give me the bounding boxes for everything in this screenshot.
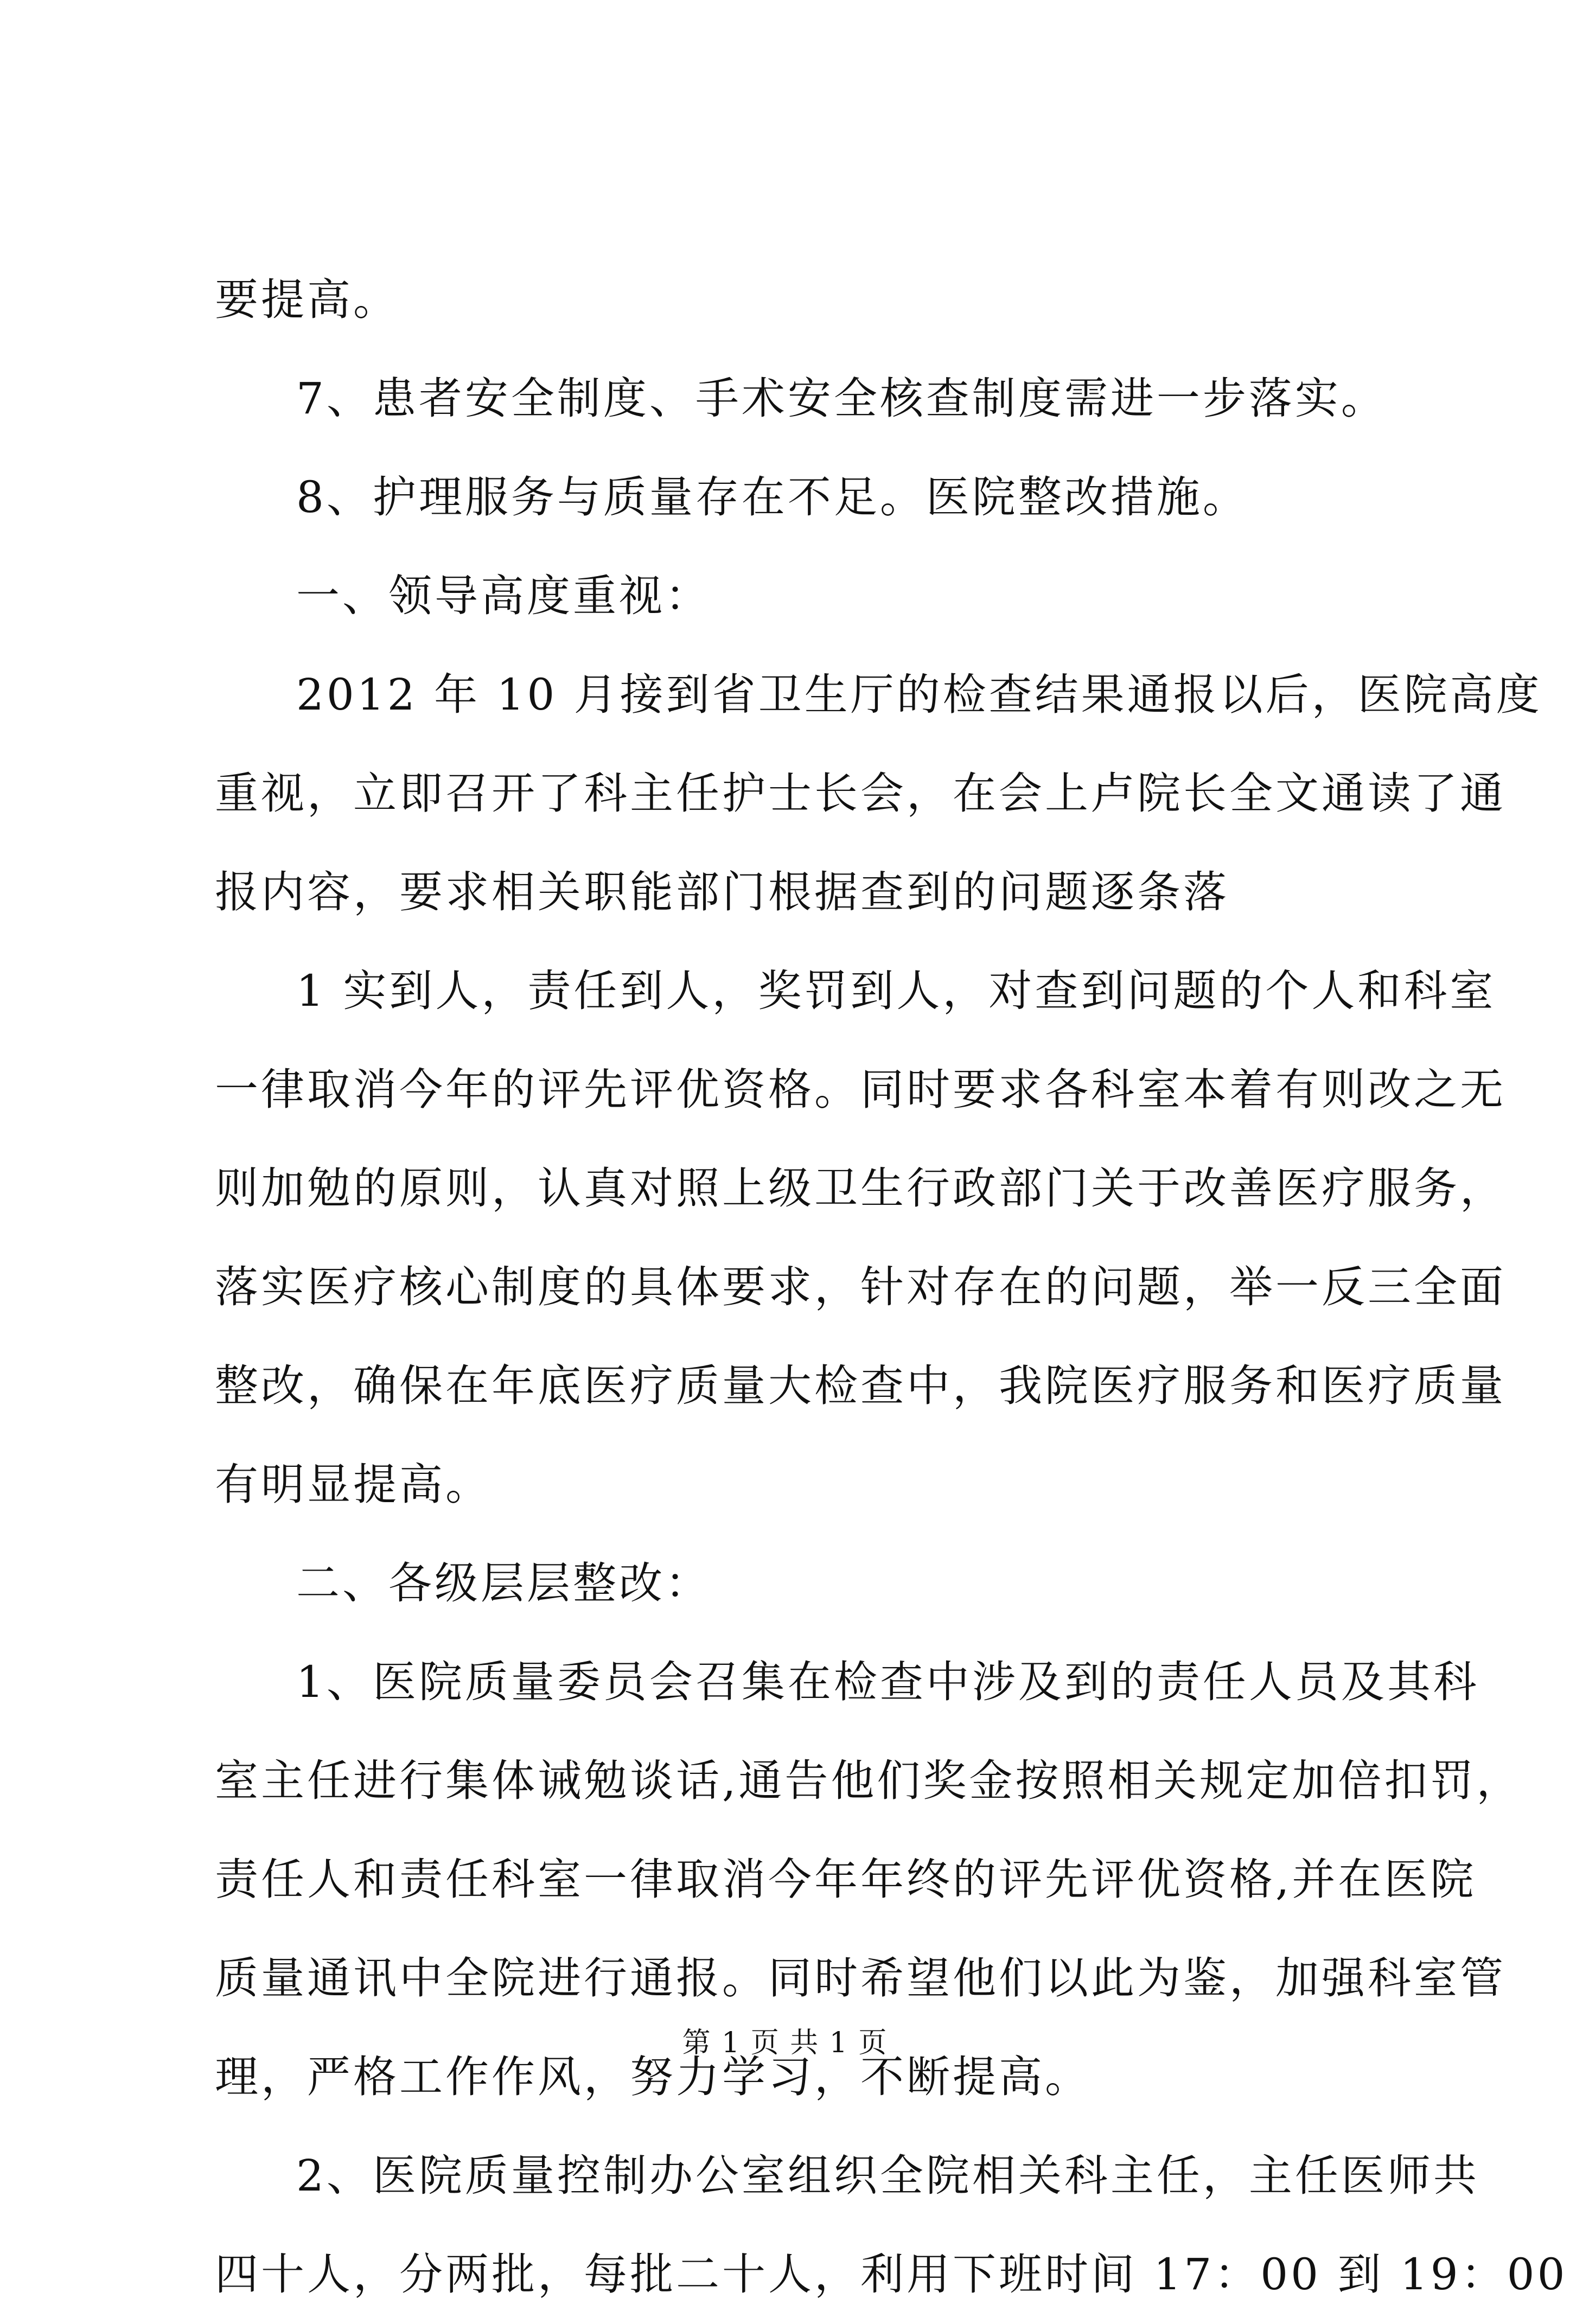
text-line: 一律取消今年的评先评优资格。同时要求各科室本着有则改之无 (215, 1064, 1506, 1115)
text-line: 7、患者安全制度、手术安全核查制度需进一步落实。 (296, 373, 1387, 424)
text-line: 8、护理服务与质量存在不足。医院整改措施。 (296, 472, 1249, 522)
text-line: 要提高。 (215, 274, 399, 325)
text-line: 四十人，分两批，每批二十人，利用下班时间 17：00 到 19：00 (215, 2249, 1568, 2300)
page-footer: 第 1 页 共 1 页 (682, 2027, 888, 2059)
document-body (215, 251, 1568, 2324)
text-line: 落实医疗核心制度的具体要求，针对存在的问题，举一反三全面 (215, 1262, 1506, 1312)
text-line: 1、医院质量委员会召集在检查中涉及到的责任人员及其科 (296, 1657, 1479, 1707)
text-line: 质量通讯中全院进行通报。同时希望他们以此为鉴，加强科室管 (215, 1953, 1506, 2003)
text-line: 有明显提高。 (215, 1459, 492, 1510)
text-line: 1 实到人，责任到人，奖罚到人，对查到问题的个人和科室 (296, 966, 1496, 1016)
text-line: 重视，立即召开了科主任护士长会，在会上卢院长全文通读了通 (215, 768, 1506, 819)
text-line: 一、领导高度重视： (296, 571, 711, 621)
text-line: 责任人和责任科室一律取消今年年终的评先评优资格,并在医院 (215, 1854, 1477, 1905)
text-line: 则加勉的原则，认真对照上级卫生行政部门关于改善医疗服务， (215, 1163, 1506, 1214)
text-line: 2012 年 10 月接到省卫生厅的检查结果通报以后，医院高度 (296, 669, 1542, 720)
text-line: 整改，确保在年底医疗质量大检查中，我院医疗服务和医疗质量 (215, 1361, 1506, 1411)
text-line: 二、各级层层整改： (296, 1558, 711, 1608)
text-line: 2、医院质量控制办公室组织全院相关科主任，主任医师共 (296, 2150, 1479, 2201)
text-line: 理，严格工作作风，努力学习，不断提高。 (215, 2052, 1091, 2102)
text-line: 报内容，要求相关职能部门根据查到的问题逐条落 (215, 867, 1229, 917)
text-line: 室主任进行集体诫勉谈话,通告他们奖金按照相关规定加倍扣罚， (215, 1755, 1523, 1806)
